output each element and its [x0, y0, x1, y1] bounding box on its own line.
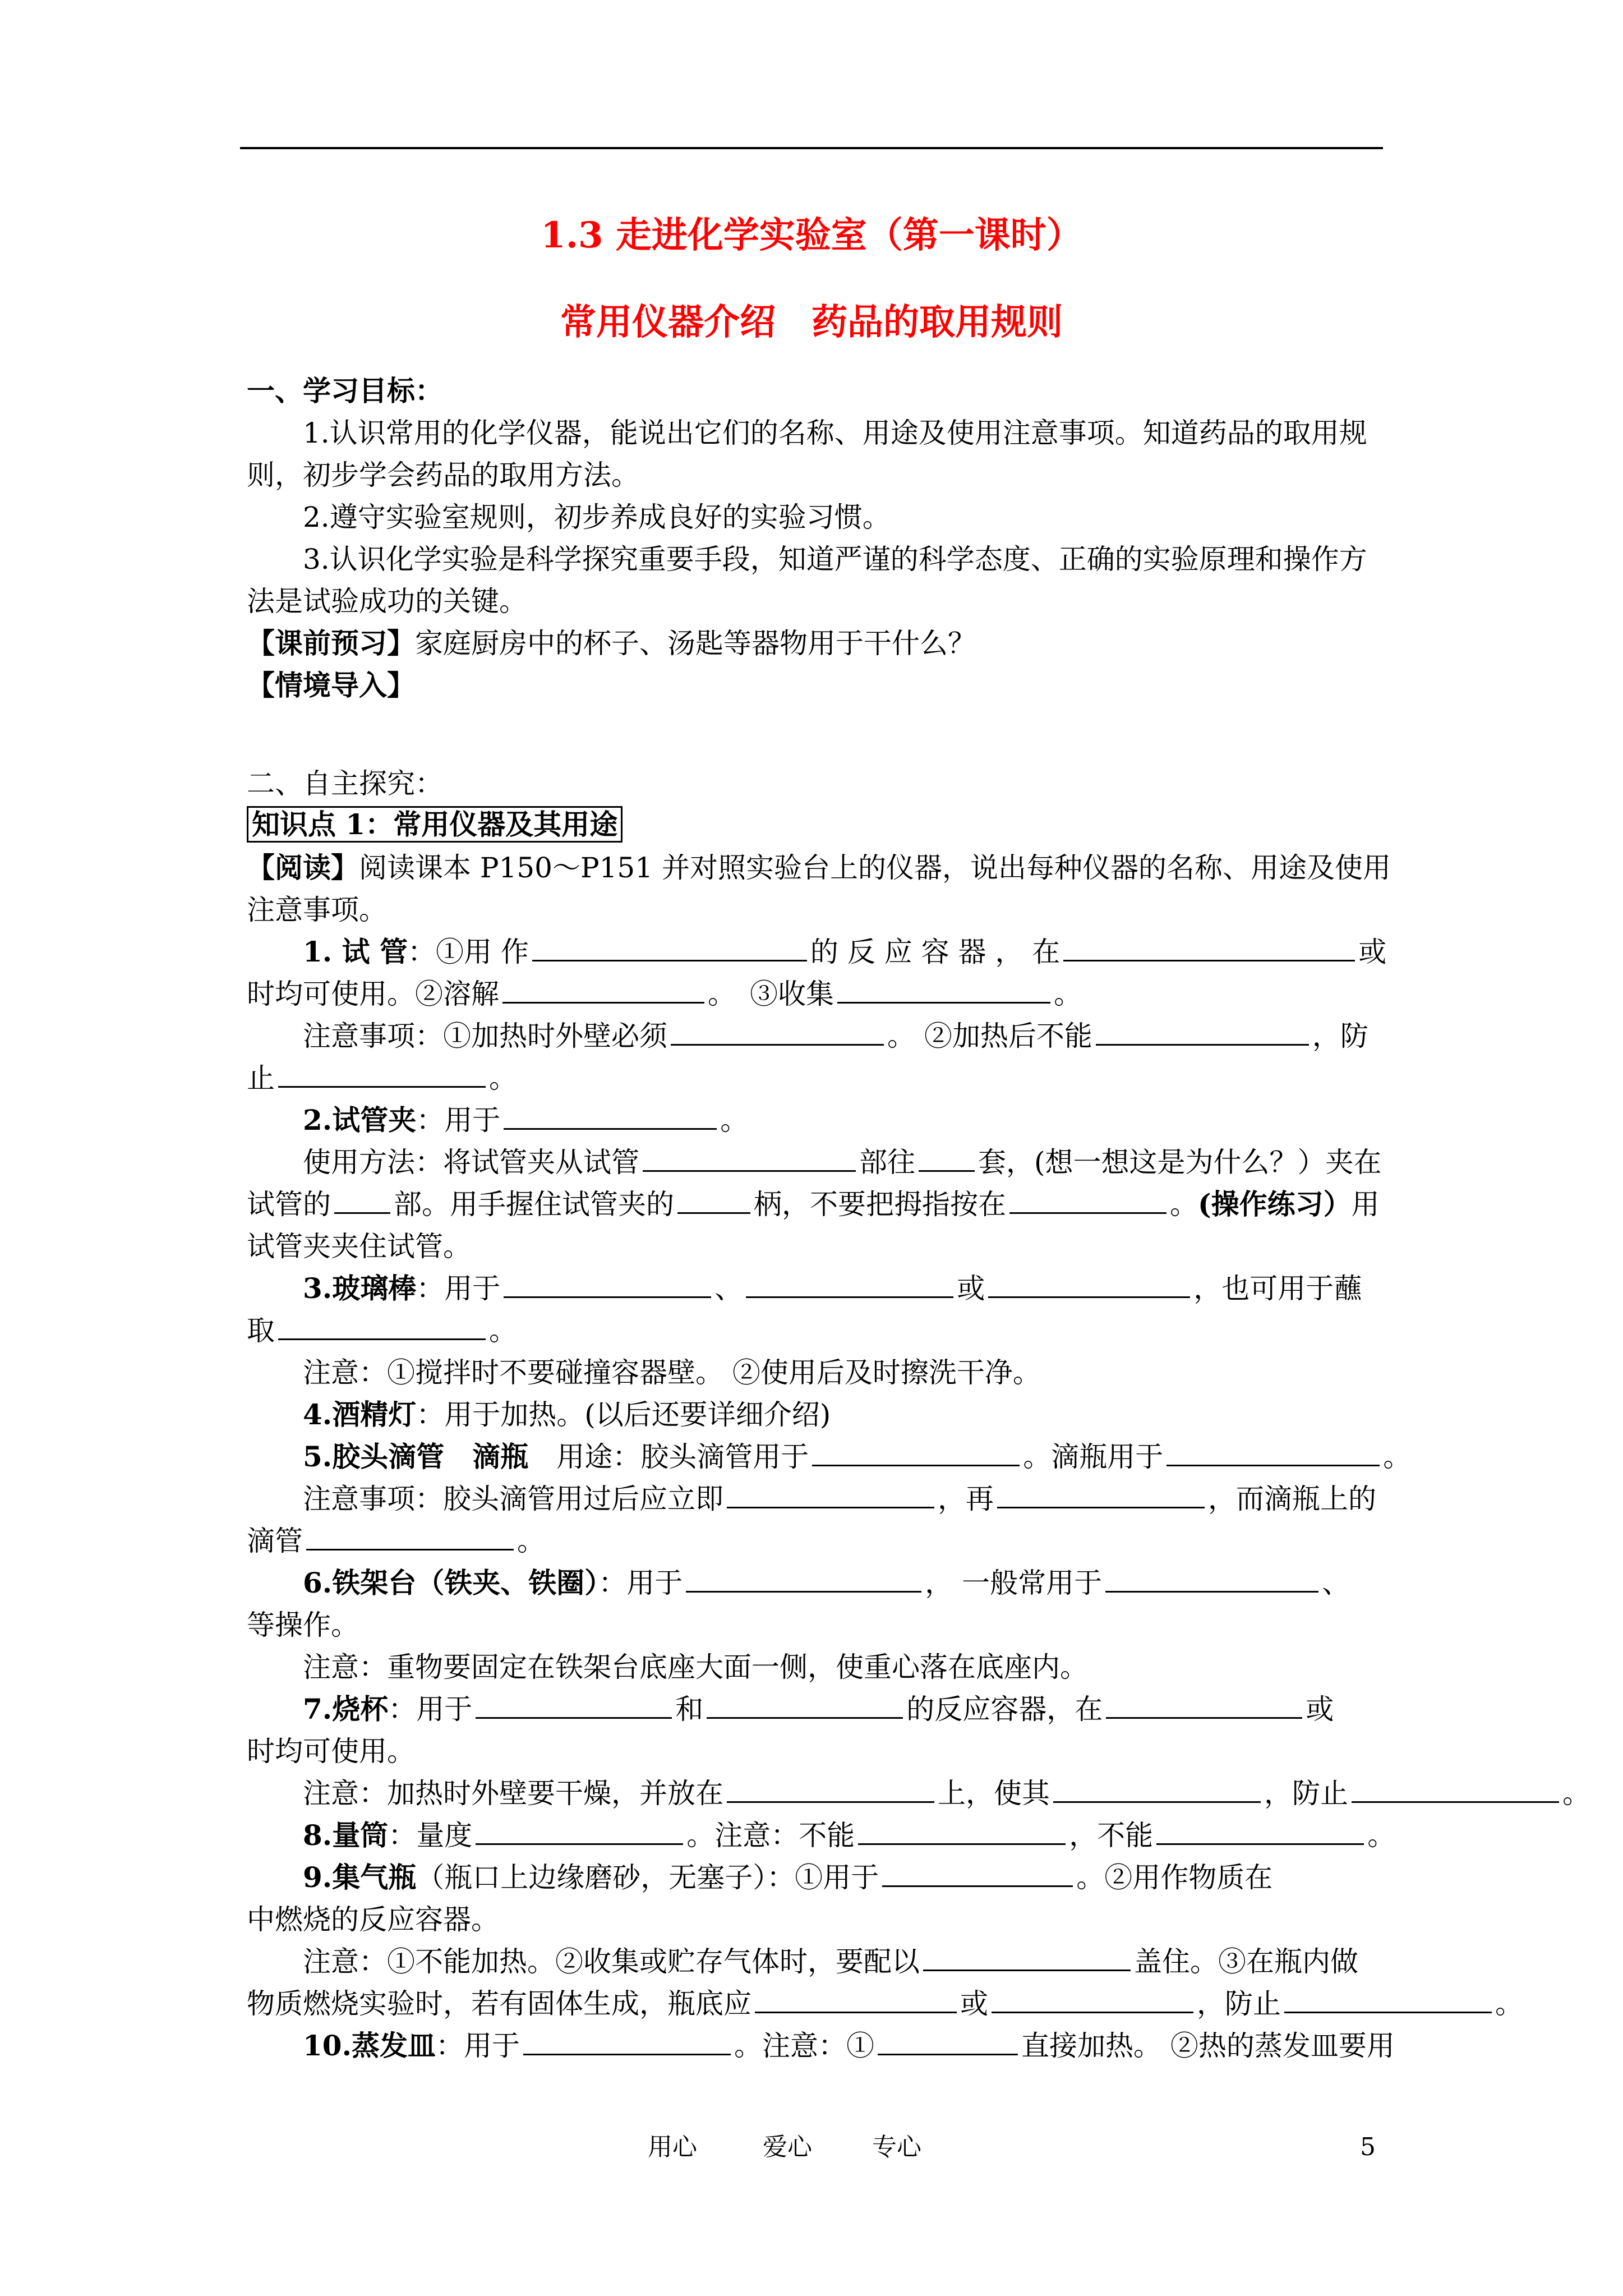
item-test-tube-holder-label: 2.试管夹: [303, 1103, 417, 1137]
text: 注意：①不能加热。②收集或贮存气体时，要配以: [303, 1945, 920, 1978]
text: 或: [960, 1987, 988, 2020]
fill-blank[interactable]: [882, 1860, 1073, 1887]
item-test-tube-line-2: [247, 976, 1082, 1012]
fill-blank[interactable]: [997, 1481, 1205, 1508]
fill-blank[interactable]: [476, 1691, 672, 1719]
goal-3-line-1: 3.认识化学实验是科学探究重要手段，知道严谨的科学态度、正确的实验原理和操作方: [303, 543, 1367, 576]
practice-label: (操作练习）: [1198, 1188, 1352, 1221]
text: 柄，不要把拇指按在: [754, 1188, 1006, 1221]
item-graduated-cylinder: [303, 1818, 1395, 1853]
item-glass-rod-label: 3.玻璃棒: [303, 1272, 417, 1305]
fill-blank[interactable]: [502, 976, 704, 1004]
text: 套，(想一想这是为什么？）夹在: [978, 1146, 1382, 1179]
fill-blank[interactable]: [878, 2028, 1018, 2055]
text: 。: [1383, 1441, 1412, 1473]
fill-blank[interactable]: [504, 1102, 717, 1130]
text: ， 一般常用于: [925, 1567, 1103, 1599]
text: 。: [1495, 1987, 1523, 2020]
item-test-tube-holder-usage-2: [247, 1186, 1380, 1222]
text: 。: [517, 1525, 545, 1557]
text: ，防止: [1264, 1777, 1348, 1810]
fill-blank[interactable]: [278, 1060, 486, 1088]
fill-blank[interactable]: [727, 1775, 934, 1803]
fill-blank[interactable]: [1105, 1565, 1318, 1593]
text: ，而滴瓶上的: [1208, 1483, 1376, 1515]
fill-blank[interactable]: [1284, 1986, 1492, 2013]
footer-motto-1: 用心: [648, 2133, 697, 2161]
page-number: 5: [1360, 2133, 1376, 2161]
text: 、: [1322, 1567, 1350, 1599]
fill-blank[interactable]: [1352, 1775, 1559, 1803]
item-gas-jar-label: 9.集气瓶: [303, 1861, 417, 1894]
text: 。注意：①: [734, 2030, 874, 2062]
fill-blank[interactable]: [476, 1818, 683, 1845]
text: 滴管: [247, 1525, 303, 1557]
item-dropper-notes-2: [247, 1523, 545, 1559]
reading-text: 阅读课本 P150～P151 并对照实验台上的仪器，说出每种仪器的名称、用途及使用: [359, 852, 1391, 884]
fill-blank[interactable]: [858, 1818, 1066, 1845]
text: 或: [1358, 936, 1387, 968]
item-gas-jar-notes: [303, 1944, 1358, 1980]
goal-2: 2.遵守实验室规则，初步养成良好的实验习惯。: [303, 501, 891, 533]
text: ：用于: [598, 1567, 683, 1599]
item-iron-stand-notes: 注意：重物要固定在铁架台底座大面一侧，使重心落在底座内。: [303, 1651, 1088, 1683]
item-dropper-label: 5.胶头滴管 滴瓶: [303, 1440, 529, 1473]
text: 部。用手握住试管夹的: [394, 1188, 674, 1221]
section-heading-goals: 一、学习目标：: [247, 374, 443, 407]
reading-line-2: 注意事项。: [247, 894, 387, 926]
scenario-label: 【情境导入】: [247, 669, 415, 702]
text: 。: [720, 1104, 749, 1137]
preview-question: 家庭厨房中的杯子、汤匙等器物用于干什么？: [415, 627, 976, 660]
text: 。: [489, 1062, 517, 1094]
item-beaker-notes: [303, 1775, 1590, 1811]
item-iron-stand-label: 6.铁架台（铁夹、铁圈）: [303, 1566, 599, 1599]
text: ：用于: [436, 2030, 520, 2062]
text: 、: [714, 1272, 743, 1305]
text: ：①用 作: [408, 936, 529, 968]
text: 。: [1367, 1819, 1396, 1852]
item-test-tube-notes: [303, 1018, 1368, 1054]
text: 。: [1054, 978, 1082, 1010]
item-dropper-notes: [303, 1481, 1376, 1517]
item-beaker-label: 7.烧杯: [303, 1692, 389, 1726]
fill-blank[interactable]: [671, 1018, 884, 1046]
text: 取: [247, 1314, 275, 1347]
page-subtitle: 常用仪器介绍 药品的取用规则: [560, 301, 1063, 343]
item-test-tube-label: 1. 试 管: [303, 935, 408, 968]
item-glass-rod: [303, 1271, 1362, 1306]
goal-3-line-2: 法是试验成功的关键。: [247, 585, 527, 618]
fill-blank[interactable]: [686, 1565, 921, 1593]
item-test-tube: [303, 934, 1386, 970]
text: 。滴瓶用于: [1023, 1441, 1164, 1473]
preview-line: [247, 625, 976, 661]
fill-blank[interactable]: [334, 1186, 390, 1214]
fill-blank[interactable]: [504, 1271, 711, 1298]
text: 或: [957, 1272, 985, 1305]
item-glass-rod-2: [247, 1313, 517, 1349]
header-rule: [240, 147, 1383, 149]
page-title: 1.3 走进化学实验室（第一课时）: [541, 214, 1082, 256]
fill-blank[interactable]: [992, 1986, 1193, 2013]
text: ，再: [938, 1483, 994, 1515]
fill-blank[interactable]: [919, 1144, 975, 1172]
text: ：用于: [388, 1693, 473, 1726]
fill-blank[interactable]: [755, 1986, 957, 2013]
item-alcohol-lamp: [303, 1397, 831, 1433]
item-gas-jar: [303, 1860, 1272, 1895]
fill-blank[interactable]: [278, 1313, 486, 1340]
fill-blank[interactable]: [1053, 1775, 1261, 1803]
goal-1-line-1: 1.认识常用的化学仪器，能说出它们的名称、用途及使用注意事项。知道药品的取用规: [303, 417, 1367, 449]
text: ，防: [1312, 1020, 1368, 1052]
text: 注意事项：①加热时外壁必须: [303, 1020, 667, 1052]
text: 用途：胶头滴管用于: [528, 1441, 809, 1473]
fill-blank[interactable]: [532, 934, 807, 961]
text: 注意事项：胶头滴管用过后应立即: [303, 1483, 723, 1515]
text: 的 反 应 容 器 ， 在: [810, 936, 1061, 968]
item-test-tube-notes-2: [247, 1060, 517, 1096]
item-graduated-cylinder-label: 8.量筒: [303, 1819, 389, 1852]
text: 。: [489, 1314, 517, 1347]
text: 。 ②加热后不能: [887, 1020, 1092, 1052]
text: 注意：加热时外壁要干燥，并放在: [303, 1777, 723, 1810]
fill-blank[interactable]: [746, 1271, 953, 1298]
text: ：用于: [416, 1104, 501, 1137]
text: 部往: [859, 1146, 915, 1179]
goal-1-line-2: 则，初步学会药品的取用方法。: [247, 459, 639, 491]
text: 使用方法：将试管夹从试管: [303, 1146, 639, 1179]
fill-blank[interactable]: [1166, 1439, 1380, 1466]
item-test-tube-holder-usage-3: 试管夹夹住试管。: [247, 1230, 471, 1263]
item-iron-stand: [303, 1565, 1350, 1601]
text: ，也可用于蘸: [1193, 1272, 1362, 1305]
text: 用: [1351, 1188, 1380, 1221]
fill-blank[interactable]: [1106, 1691, 1302, 1719]
item-dropper: [303, 1439, 1411, 1475]
text: 上，使其: [938, 1777, 1050, 1810]
text: 止: [247, 1062, 275, 1094]
fill-blank[interactable]: [837, 976, 1050, 1004]
fill-blank[interactable]: [306, 1523, 514, 1550]
item-evaporating-dish: [303, 2028, 1395, 2064]
fill-blank[interactable]: [1096, 1018, 1309, 1046]
text: 。: [1562, 1777, 1590, 1810]
fill-blank[interactable]: [812, 1439, 1020, 1466]
text: ：用于加热。(以后还要详细介绍): [416, 1398, 831, 1431]
text: 盖住。③在瓶内做: [1134, 1945, 1358, 1978]
item-evaporating-dish-label: 10.蒸发皿: [303, 2029, 436, 2062]
fill-blank[interactable]: [643, 1144, 856, 1172]
fill-blank[interactable]: [1063, 934, 1355, 961]
text: 或: [1306, 1693, 1334, 1726]
text: 。②用作物质在: [1076, 1861, 1273, 1894]
text: 直接加热。 ②热的蒸发皿要用: [1021, 2030, 1395, 2062]
fill-blank[interactable]: [1156, 1818, 1364, 1845]
fill-blank[interactable]: [1009, 1186, 1166, 1214]
item-iron-stand-2: 等操作。: [247, 1609, 359, 1641]
text: 。 ③收集: [708, 978, 834, 1010]
fill-blank[interactable]: [727, 1481, 934, 1508]
fill-blank[interactable]: [988, 1271, 1190, 1298]
text: 的反应容器，在: [906, 1693, 1103, 1726]
item-test-tube-holder-usage: [303, 1144, 1382, 1180]
footer-motto-2: 爱心: [763, 2133, 812, 2161]
fill-blank[interactable]: [677, 1186, 750, 1214]
item-gas-jar-notes-2: [247, 1986, 1523, 2022]
text: 时均可使用。②溶解: [247, 978, 499, 1010]
text: 和: [675, 1693, 704, 1726]
text: 试管的: [247, 1188, 331, 1221]
fill-blank[interactable]: [923, 1944, 1131, 1971]
footer-motto-3: 专心: [872, 2133, 921, 2161]
item-glass-rod-notes: 注意：①搅拌时不要碰撞容器壁。 ②使用后及时擦洗干净。: [303, 1356, 1041, 1389]
preview-label: 【课前预习】: [247, 627, 415, 660]
fill-blank[interactable]: [707, 1691, 903, 1719]
text: ：用于: [416, 1272, 501, 1305]
text: 物质燃烧实验时，若有固体生成，瓶底应: [247, 1987, 751, 2020]
fill-blank[interactable]: [523, 2028, 731, 2055]
section-heading-explore: 二、自主探究：: [247, 767, 443, 800]
knowledge-point-1: [247, 807, 623, 843]
knowledge-point-1-label: 知识点 1：常用仪器及其用途: [247, 806, 623, 843]
item-alcohol-lamp-label: 4.酒精灯: [303, 1398, 417, 1431]
text: ：量度: [388, 1819, 473, 1852]
text: ，防止: [1197, 1987, 1281, 2020]
item-beaker-2: 时均可使用。: [247, 1735, 415, 1768]
reading-label: 【阅读】: [247, 851, 359, 884]
reading-line-1: [247, 850, 1391, 886]
text: 。注意：不能: [686, 1819, 855, 1852]
text: ，不能: [1069, 1819, 1154, 1852]
item-test-tube-holder: [303, 1102, 748, 1138]
text: （瓶口上边缘磨砂，无塞子）：①用于: [416, 1861, 879, 1894]
text: 。: [1170, 1188, 1198, 1221]
item-beaker: [303, 1691, 1334, 1727]
item-gas-jar-2: 中燃烧的反应容器。: [247, 1903, 499, 1936]
